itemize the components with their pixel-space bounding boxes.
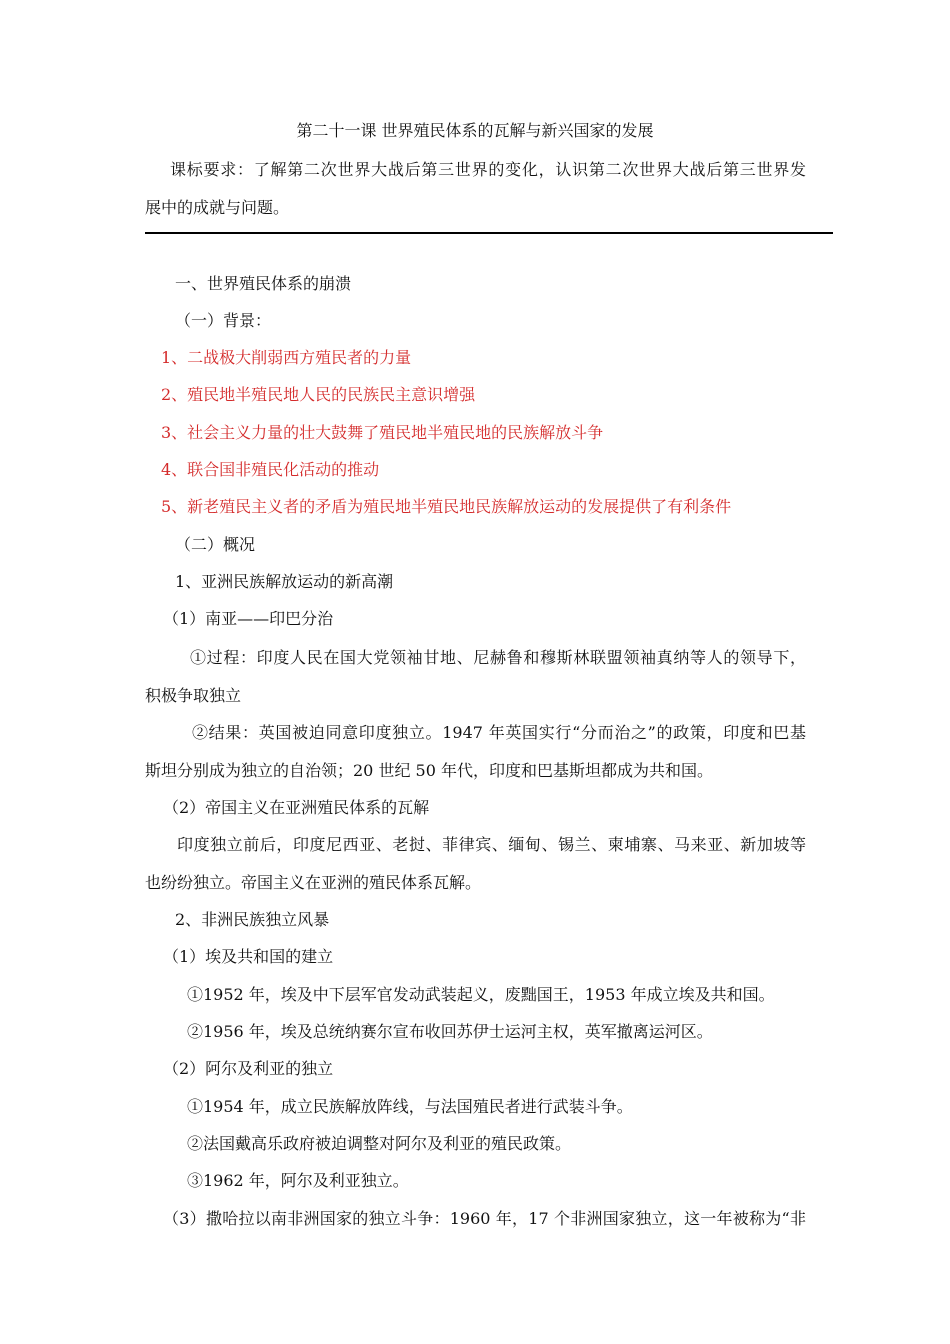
heading-south-asia: （1）南亚——印巴分治 [163, 609, 334, 628]
algeria-point-3: ③1962 年，阿尔及利亚独立。 [187, 1171, 409, 1190]
south-asia-process-line-2: 积极争取独立 [145, 686, 242, 705]
lesson-title: 第二十一课 世界殖民体系的瓦解与新兴国家的发展 [296, 121, 654, 140]
curriculum-requirement-line-1: 课标要求：了解第二次世界大战后第三世界的变化，认识第二次世界大战后第三世界发 [170, 160, 806, 179]
egypt-point-1: ①1952 年，埃及中下层军官发动武装起义，废黜国王，1953 年成立埃及共和国。 [187, 985, 775, 1004]
egypt-point-2: ②1956 年，埃及总统纳赛尔宣布收回苏伊士运河主权，英军撤离运河区。 [187, 1022, 713, 1041]
section-heading-colonial-collapse: 一、世界殖民体系的崩溃 [175, 274, 352, 293]
south-asia-result-line-1: ②结果：英国被迫同意印度独立。1947 年英国实行“分而治之”的政策，印度和巴基 [192, 723, 806, 742]
sub-saharan-independence-line: （3）撒哈拉以南非洲国家的独立斗争：1960 年，17 个非洲国家独立，这一年被称为“非 [163, 1209, 806, 1228]
background-point-3: 3、社会主义力量的壮大鼓舞了殖民地半殖民地的民族解放斗争 [161, 423, 604, 442]
south-asia-result-line-2: 斯坦分别成为独立的自治领；20 世纪 50 年代，印度和巴基斯坦都成为共和国。 [145, 761, 713, 780]
background-point-2: 2、殖民地半殖民地人民的民族民主意识增强 [161, 385, 476, 404]
header-divider [145, 232, 833, 234]
south-asia-process-line-1: ①过程：印度人民在国大党领袖甘地、尼赫鲁和穆斯林联盟领袖真纳等人的领导下， [190, 648, 806, 667]
subsection-background: （一）背景： [175, 311, 272, 330]
heading-asia-colonial-collapse: （2）帝国主义在亚洲殖民体系的瓦解 [163, 798, 430, 817]
heading-algeria-independence: （2）阿尔及利亚的独立 [163, 1059, 334, 1078]
background-point-4: 4、联合国非殖民化活动的推动 [161, 460, 380, 479]
background-point-5: 5、新老殖民主义者的矛盾为殖民地半殖民地民族解放运动的发展提供了有利条件 [161, 497, 732, 516]
algeria-point-2: ②法国戴高乐政府被迫调整对阿尔及利亚的殖民政策。 [187, 1134, 572, 1153]
algeria-point-1: ①1954 年，成立民族解放阵线，与法国殖民者进行武装斗争。 [187, 1097, 633, 1116]
background-point-1: 1、二战极大削弱西方殖民者的力量 [161, 348, 412, 367]
asia-collapse-line-1: 印度独立前后，印度尼西亚、老挝、菲律宾、缅甸、锡兰、柬埔寨、马来亚、新加坡等 [177, 835, 806, 854]
heading-egypt-republic: （1）埃及共和国的建立 [163, 947, 334, 966]
asia-collapse-line-2: 也纷纷独立。帝国主义在亚洲的殖民体系瓦解。 [145, 873, 482, 892]
heading-africa-independence: 2、非洲民族独立风暴 [175, 910, 330, 929]
curriculum-requirement-line-2: 展中的成就与问题。 [145, 198, 290, 217]
heading-asia-liberation: 1、亚洲民族解放运动的新高潮 [175, 572, 394, 591]
subsection-overview: （二）概况 [175, 535, 256, 554]
